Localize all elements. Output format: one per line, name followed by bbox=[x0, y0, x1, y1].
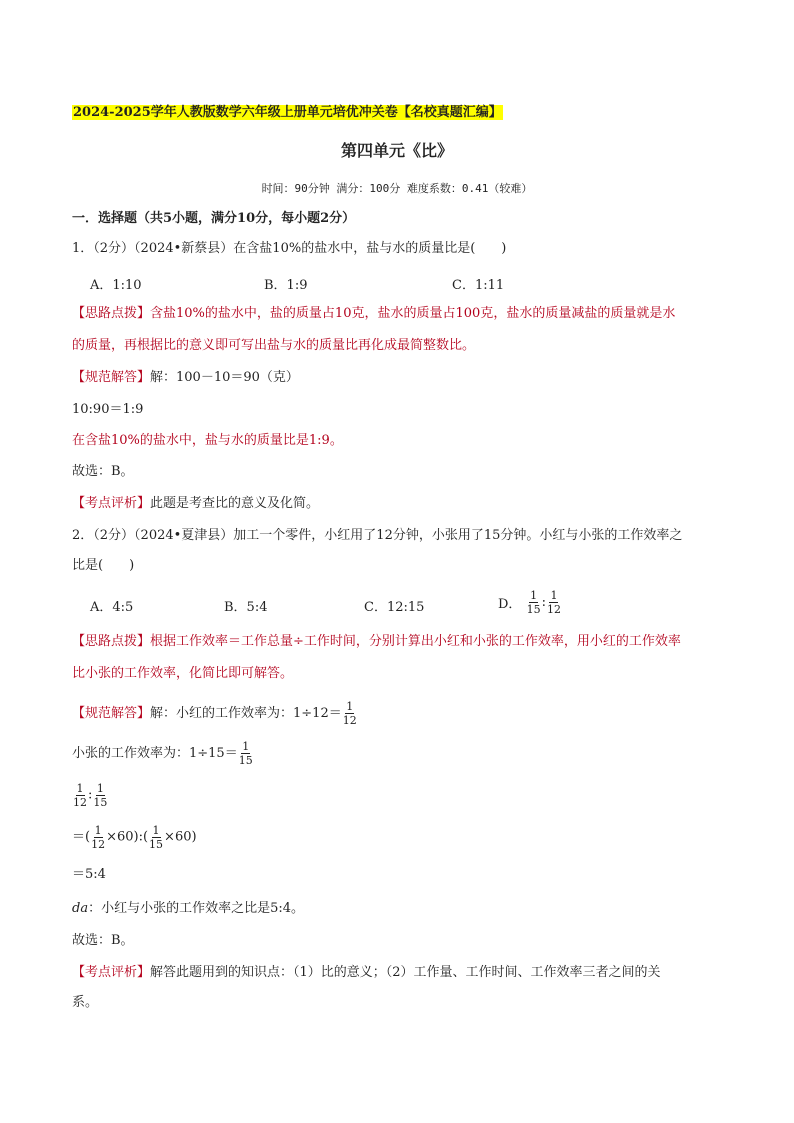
q2-hint-line-2: 比小张的工作效率，化简比即可解答。 bbox=[72, 666, 294, 681]
q1-hint-tag: 【思路点拨】 bbox=[72, 306, 151, 321]
q1-answer: 故选：B。 bbox=[72, 464, 134, 479]
q1-solve-line-1 bbox=[72, 369, 299, 387]
q2-option-d-label: D． bbox=[498, 597, 522, 612]
q1-solve-line-2: 10:90＝1:9 bbox=[72, 402, 144, 417]
q2-option-d bbox=[498, 589, 562, 616]
q2-option-c: C．12:15 bbox=[364, 600, 425, 615]
q2-option-a: A．4:5 bbox=[90, 600, 134, 615]
q2-conclusion-line bbox=[72, 900, 304, 918]
q2-da-symbol: da bbox=[72, 901, 89, 916]
frac-numerator: 1 bbox=[550, 589, 558, 602]
q1-hint-line-2: 的质量，再根据比的意义即可写出盐与水的质量比再化成最简整数比。 bbox=[72, 338, 476, 353]
frac-numerator: 1 bbox=[76, 782, 84, 795]
frac-denominator: 12 bbox=[546, 603, 561, 616]
q1-review-tag: 【考点评析】 bbox=[72, 496, 151, 511]
step-prefix: ＝( bbox=[72, 829, 91, 845]
section-heading: 一．选择题（共5小题，满分10分，每小题2分） bbox=[72, 211, 356, 226]
q2-stem-line-1: 2．（2分）（2024•夏津县）加工一个零件，小红用了12分钟，小张用了15分钟。小红与小张的工作效率之 bbox=[72, 528, 683, 543]
q2-result: ＝5:4 bbox=[72, 867, 106, 882]
q1-hint-text-e: ，盐水的质量减盐的质量就是水 bbox=[493, 306, 676, 321]
ratio-colon: : bbox=[88, 787, 93, 803]
exam-banner: 2024-2025学年人教版数学六年级上册单元培优冲关卷【名校真题汇编】 bbox=[73, 105, 502, 120]
q2-hint-text-1: 根据工作效率＝工作总量÷工作时间，分别计算出小红和小张的工作效率，用小红的工作效率 bbox=[150, 634, 681, 649]
frac-numerator: 1 bbox=[96, 782, 104, 795]
q1-stem: 1．（2分）（2024•新蔡县）在含盐10%的盐水中，盐与水的质量比是( ) bbox=[72, 241, 507, 256]
q2-conclusion-text: ：小红与小张的工作效率之比是5:4。 bbox=[88, 901, 305, 916]
q2-solve-tag: 【规范解答】 bbox=[72, 706, 151, 721]
q2-review-tag: 【考点评析】 bbox=[72, 965, 151, 980]
banner-line bbox=[72, 104, 503, 122]
frac-denominator: 12 bbox=[342, 714, 357, 727]
q1-hint-text-a: 含盐10%的盐水中，盐的质量占 bbox=[150, 306, 335, 321]
q1-hint-text-c: ，盐水的质量占 bbox=[364, 306, 456, 321]
q2-step-frac-1 bbox=[91, 824, 105, 851]
q2-solve-frac-1 bbox=[343, 700, 357, 727]
q1-solve-line-3: 在含盐10%的盐水中，盐与水的质量比是1:9。 bbox=[72, 433, 343, 448]
q2-answer: 故选：B。 bbox=[72, 933, 134, 948]
q1-hint-text-d: 100克 bbox=[455, 306, 494, 321]
q2-solve-text-1: 解：小红的工作效率为：1÷12＝ bbox=[150, 706, 342, 721]
q2-ratio-line bbox=[72, 782, 108, 809]
q2-hint-tag: 【思路点拨】 bbox=[72, 634, 151, 649]
q2-step-line bbox=[72, 824, 197, 851]
q1-option-c: C．1:11 bbox=[452, 278, 505, 293]
q2-option-b: B．5:4 bbox=[224, 600, 268, 615]
q2-ratio-frac-1 bbox=[73, 782, 87, 809]
q2-solve-line-1 bbox=[72, 700, 358, 727]
frac-denominator: 15 bbox=[149, 838, 164, 851]
frac-denominator: 12 bbox=[73, 796, 87, 809]
q2-hint-line-1 bbox=[72, 633, 681, 651]
q1-hint-line-1 bbox=[72, 305, 675, 323]
q2-review-line-1 bbox=[72, 964, 661, 982]
frac-numerator: 1 bbox=[530, 589, 538, 602]
q2-option-d-frac-1 bbox=[527, 589, 541, 616]
frac-denominator: 15 bbox=[238, 754, 253, 767]
q1-solve-tag: 【规范解答】 bbox=[72, 370, 151, 385]
q1-option-b: B．1:9 bbox=[264, 278, 308, 293]
step-end: ×60) bbox=[164, 829, 197, 845]
step-middle: ×60):( bbox=[106, 829, 149, 845]
q2-stem-line-2: 比是( ) bbox=[72, 558, 135, 573]
frac-denominator: 12 bbox=[91, 838, 106, 851]
q2-review-line-2: 系。 bbox=[72, 995, 99, 1010]
frac-numerator: 1 bbox=[346, 700, 354, 713]
q2-ratio-frac-2 bbox=[93, 782, 107, 809]
q2-step-frac-2 bbox=[149, 824, 163, 851]
frac-numerator: 1 bbox=[94, 824, 102, 837]
q1-review-text: 此题是考查比的意义及化简。 bbox=[150, 496, 320, 511]
q2-solve-line-2 bbox=[72, 740, 254, 767]
page-title: 第四单元《比》 bbox=[340, 141, 453, 160]
q1-option-a: A．1:10 bbox=[90, 278, 142, 293]
q1-hint-text-b: 10克 bbox=[334, 306, 365, 321]
q1-review-line bbox=[72, 495, 319, 513]
q1-solve-text-1: 解：100－10＝90（克） bbox=[150, 370, 299, 385]
q2-solve-frac-2 bbox=[239, 740, 253, 767]
q2-solve-text-2: 小张的工作效率为：1÷15＝ bbox=[72, 746, 238, 761]
exam-meta: 时间：90分钟 满分：100分 难度系数：0.41（较难） bbox=[261, 182, 533, 195]
q2-review-text-1: 解答此题用到的知识点：（1）比的意义；（2）工作量、工作时间、工作效率三者之间的关 bbox=[150, 965, 661, 980]
frac-numerator: 1 bbox=[152, 824, 160, 837]
frac-denominator: 15 bbox=[93, 796, 108, 809]
q2-option-d-frac-2 bbox=[547, 589, 561, 616]
frac-numerator: 1 bbox=[242, 740, 250, 753]
frac-denominator: 15 bbox=[526, 603, 541, 616]
ratio-colon: : bbox=[541, 595, 546, 610]
